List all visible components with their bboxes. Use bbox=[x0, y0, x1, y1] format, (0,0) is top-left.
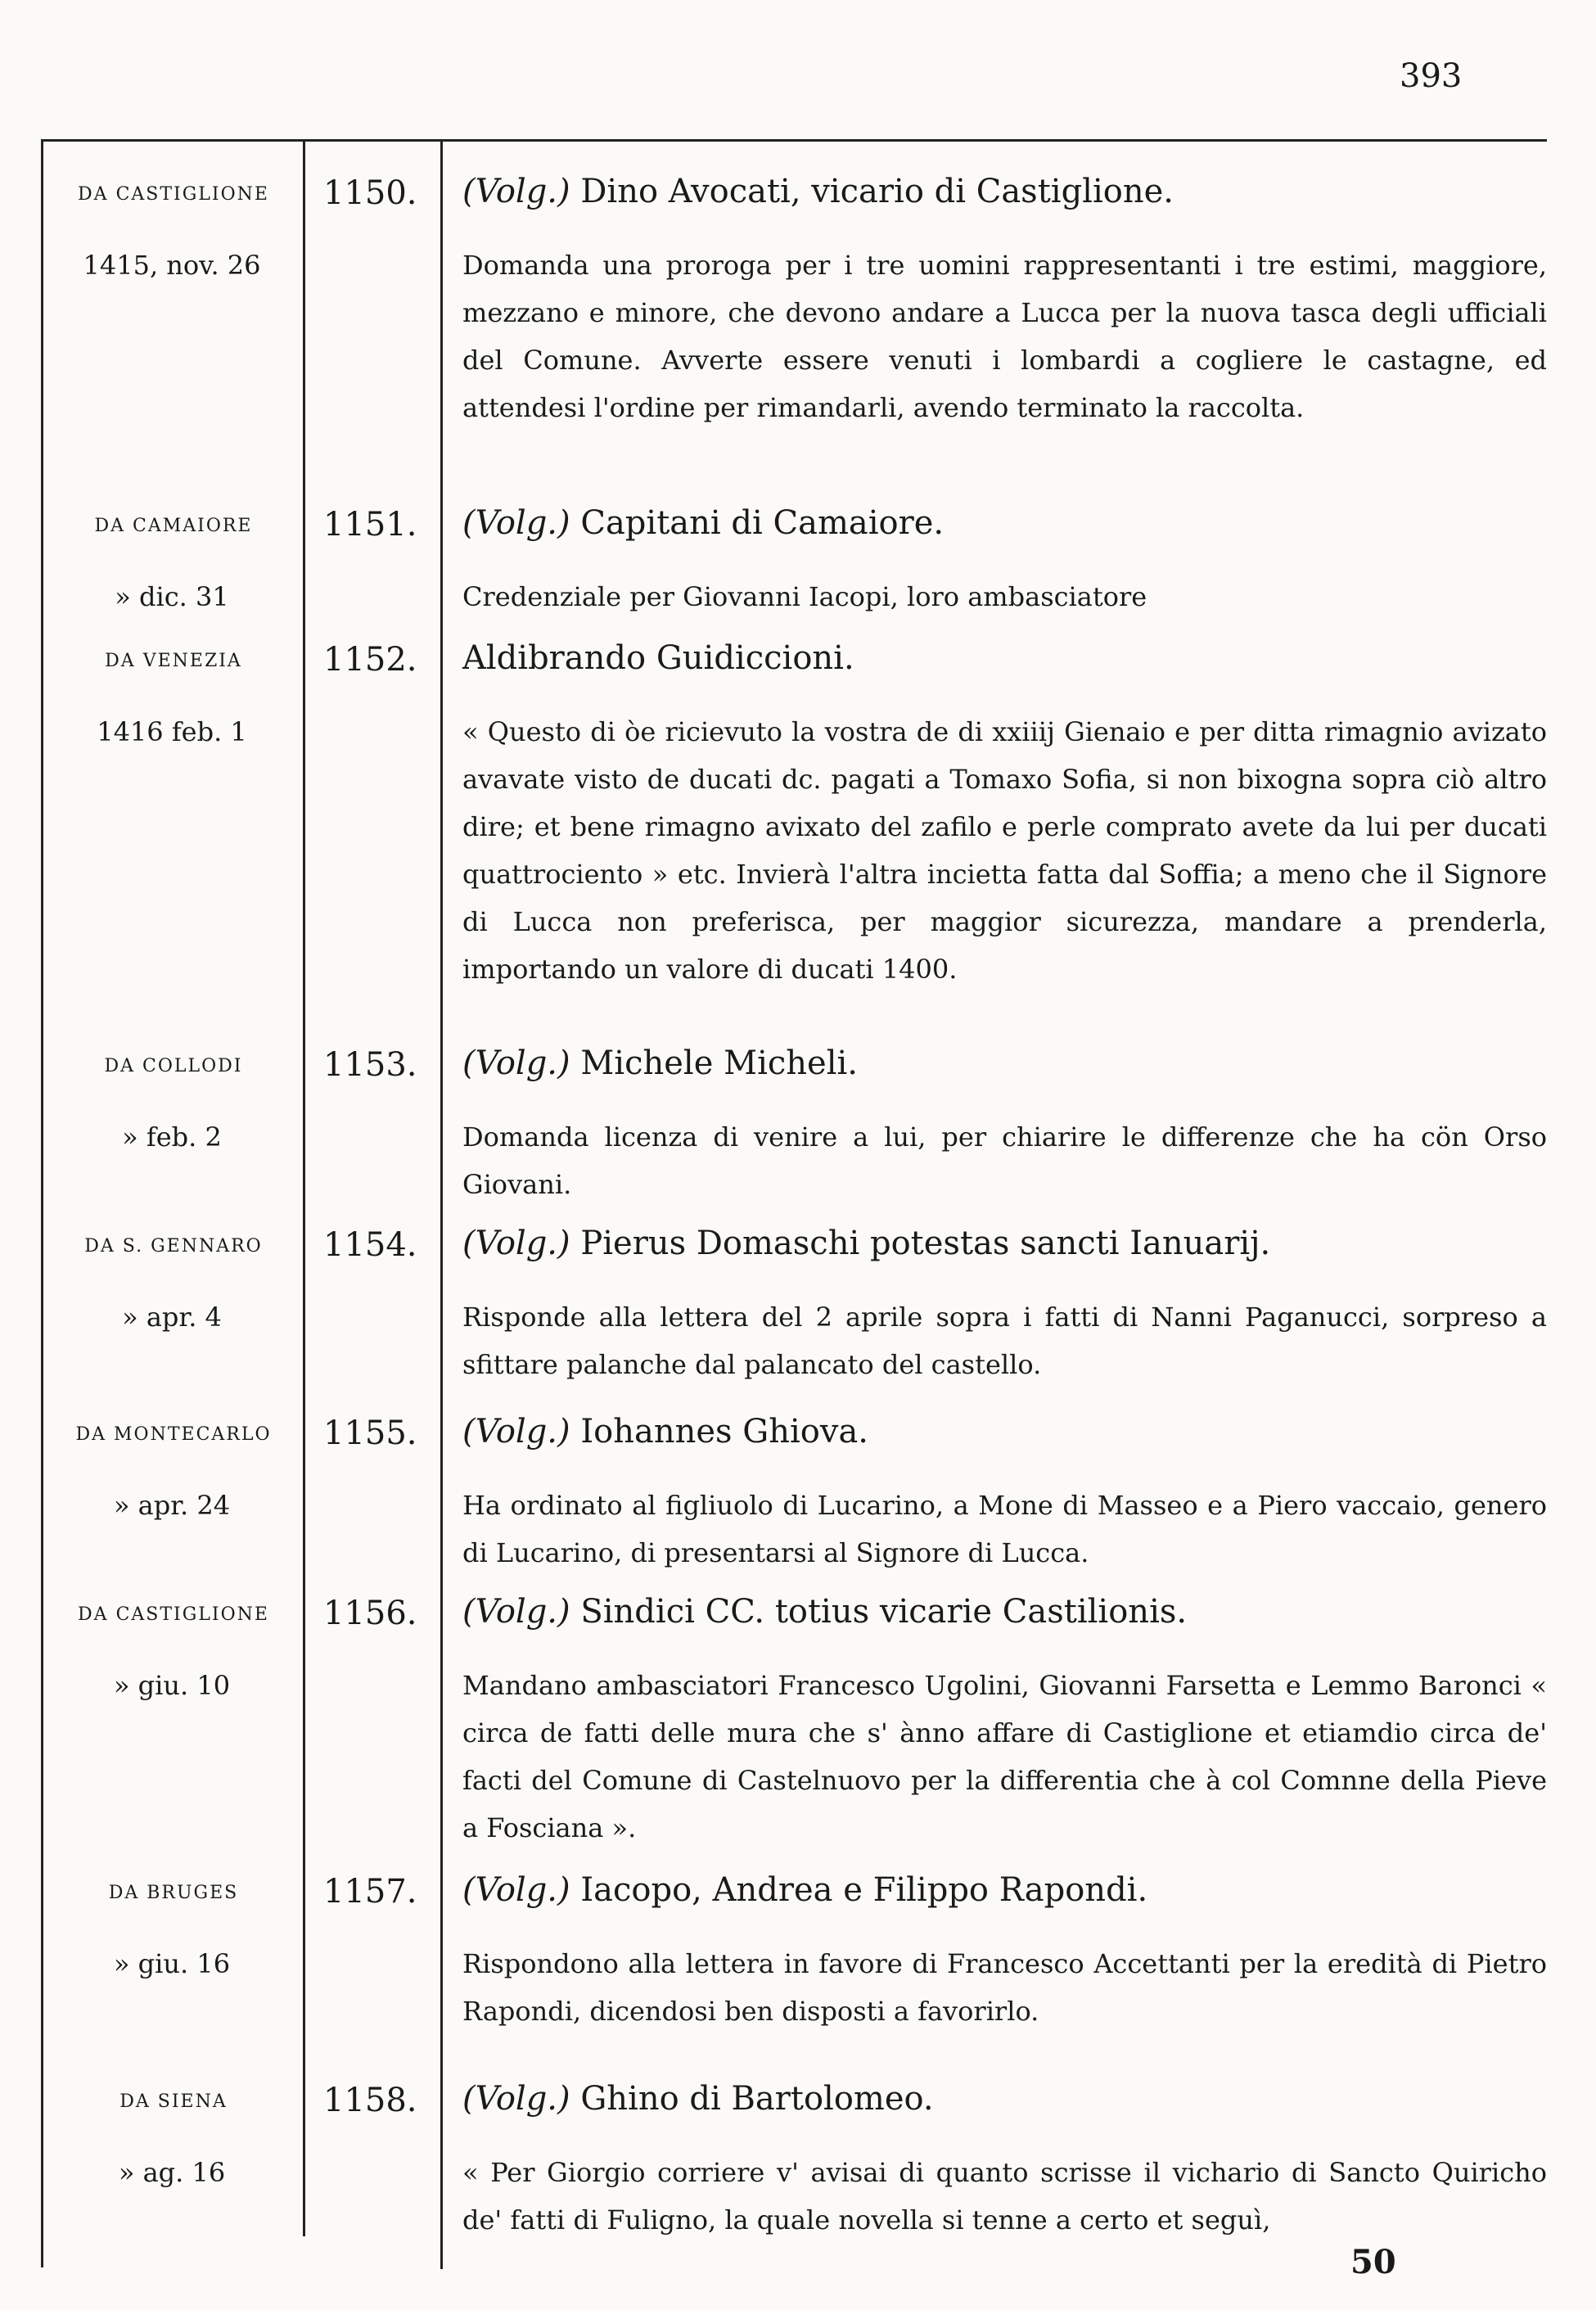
entry-number: 1154. bbox=[323, 1226, 417, 1264]
page-number: 393 bbox=[1400, 57, 1463, 95]
entry-title: Iacopo, Andrea e Filippo Rapondi. bbox=[580, 1871, 1148, 1909]
entry-number: 1158. bbox=[323, 2082, 417, 2119]
volg-prefix: (Volg.) bbox=[462, 1225, 570, 1262]
entry-heading bbox=[462, 639, 854, 677]
entry-date: » ag. 16 bbox=[118, 2157, 226, 2188]
entry-heading bbox=[462, 1225, 1270, 1262]
entry-summary: Domanda una proroga per i tre uomini rappresentanti i tre estimi, maggiore, mezzano e minore, che devono andare a Lucca per la nuova tasca degli ufficiali del Comune. Avverte essere venuti i lombardi a cogliere le castagne, ed attendesi l'ordine per rimandarli, avendo terminato la raccolta. bbox=[462, 250, 1547, 423]
entry-date: » giu. 10 bbox=[113, 1670, 231, 1701]
entry-summary: « Per Giorgio corriere v' avisai di quanto scrisse il vichario di Sancto Quiricho de' fatti di Fuligno, la quale novella si tenne a certo et seguì, bbox=[462, 2157, 1547, 2236]
entry-title: Michele Micheli. bbox=[580, 1044, 858, 1082]
entry-summary: Ha ordinato al figliuolo di Lucarino, a Mone di Masseo e a Piero vaccaio, genero di Lucarino, di presentarsi al Signore di Lucca. bbox=[462, 1490, 1547, 1568]
entry-place: DA COLLODI bbox=[104, 1056, 243, 1076]
volg-prefix: (Volg.) bbox=[462, 2080, 570, 2118]
entry-place: DA CASTIGLIONE bbox=[78, 1604, 269, 1625]
entry-place: DA BRUGES bbox=[108, 1883, 239, 1903]
entry-place: DA CAMAIORE bbox=[94, 516, 253, 536]
entry-number: 1150. bbox=[323, 174, 417, 212]
entry-title: Ghino di Bartolomeo. bbox=[580, 2080, 934, 2118]
left-border-line bbox=[41, 139, 43, 2267]
entry-date: » apr. 4 bbox=[122, 1302, 222, 1333]
entry-number: 1157. bbox=[323, 1873, 417, 1911]
entry-number: 1156. bbox=[323, 1595, 417, 1632]
volg-prefix: (Volg.) bbox=[462, 504, 570, 542]
top-rule bbox=[41, 139, 1547, 142]
entry-date: » feb. 2 bbox=[122, 1121, 222, 1153]
entry-summary: Credenziale per Giovanni Iacopi, loro ambasciatore bbox=[462, 581, 1147, 612]
entry-date: » apr. 24 bbox=[113, 1490, 231, 1521]
entry-summary: Mandano ambasciatori Francesco Ugolini, Giovanni Farsetta e Lemmo Baronci « circa de fatti delle mura che s' ànno affare di Castiglione et etiamdio circa de' facti del Comune di Castelnuovo per la differentia che à col Comnne della Pieve a Fosciana ». bbox=[462, 1670, 1547, 1843]
signature-mark: 50 bbox=[1350, 2243, 1396, 2281]
entry-summary: Domanda licenza di venire a lui, per chiarire le differenze che ha cön Orso Giovani. bbox=[462, 1121, 1547, 1200]
entry-summary: « Questo di òe ricievuto la vostra de di xxiiij Gienaio e per ditta rimagnio avizato avavate visto de ducati dc. pagati a Tomaxo Sofia, si non bixogna sopra ciò altro dire; et bene rimagno avixato del zafilo e perle comprato avete da lui per ducati quattrociento » etc. Invierà l'altra incietta fatta dal Soffia; a meno che il Signore di Lucca non preferisca, per maggior sicurezza, mandare a prenderla, importando un valore di ducati 1400. bbox=[462, 716, 1547, 985]
entry-summary: Rispondono alla lettera in favore di Francesco Accettanti per la eredità di Pietro Rapondi, dicendosi ben disposti a favorirlo. bbox=[462, 1948, 1547, 2027]
entry-title: Sindici CC. totius vicarie Castilionis. bbox=[580, 1593, 1188, 1631]
column-divider-line bbox=[303, 141, 305, 2236]
entry-heading bbox=[462, 504, 944, 542]
volg-prefix: (Volg.) bbox=[462, 173, 570, 210]
volg-prefix: (Volg.) bbox=[462, 1044, 570, 1082]
entry-title: Dino Avocati, vicario di Castiglione. bbox=[580, 173, 1174, 210]
entry-number: 1151. bbox=[323, 506, 417, 544]
entry-date: 1416 feb. 1 bbox=[97, 716, 247, 747]
entry-heading bbox=[462, 173, 1174, 210]
entry-number: 1153. bbox=[323, 1046, 417, 1084]
entry-title: Capitani di Camaiore. bbox=[580, 504, 945, 542]
column-divider-line bbox=[440, 141, 443, 2269]
entry-heading bbox=[462, 1593, 1187, 1631]
entry-number: 1152. bbox=[323, 641, 417, 679]
entry-number: 1155. bbox=[323, 1414, 417, 1452]
entry-summary: Risponde alla lettera del 2 aprile sopra i fatti di Nanni Paganucci, sorpreso a sfittare palanche dal palancato del castello. bbox=[462, 1302, 1547, 1380]
volg-prefix: (Volg.) bbox=[462, 1871, 570, 1909]
volg-prefix: (Volg.) bbox=[462, 1413, 570, 1451]
entry-place: DA SIENA bbox=[119, 2091, 228, 2112]
entry-place: DA S. GENNARO bbox=[84, 1236, 263, 1257]
entry-title: Aldibrando Guidiccioni. bbox=[462, 639, 854, 677]
entry-heading bbox=[462, 1044, 858, 1082]
entry-date: 1415, nov. 26 bbox=[83, 250, 261, 281]
entry-title: Pierus Domaschi potestas sancti Ianuarij. bbox=[580, 1225, 1271, 1262]
volg-prefix: (Volg.) bbox=[462, 1593, 570, 1631]
entry-date: » giu. 16 bbox=[113, 1948, 231, 1979]
entry-heading bbox=[462, 1413, 868, 1451]
entry-title: Iohannes Ghiova. bbox=[580, 1413, 869, 1451]
entry-heading bbox=[462, 2080, 934, 2118]
entry-place: DA VENEZIA bbox=[105, 651, 242, 671]
entry-date: » dic. 31 bbox=[115, 581, 229, 612]
entry-heading bbox=[462, 1871, 1147, 1909]
entry-place: DA CASTIGLIONE bbox=[78, 184, 269, 205]
entry-place: DA MONTECARLO bbox=[75, 1424, 272, 1445]
